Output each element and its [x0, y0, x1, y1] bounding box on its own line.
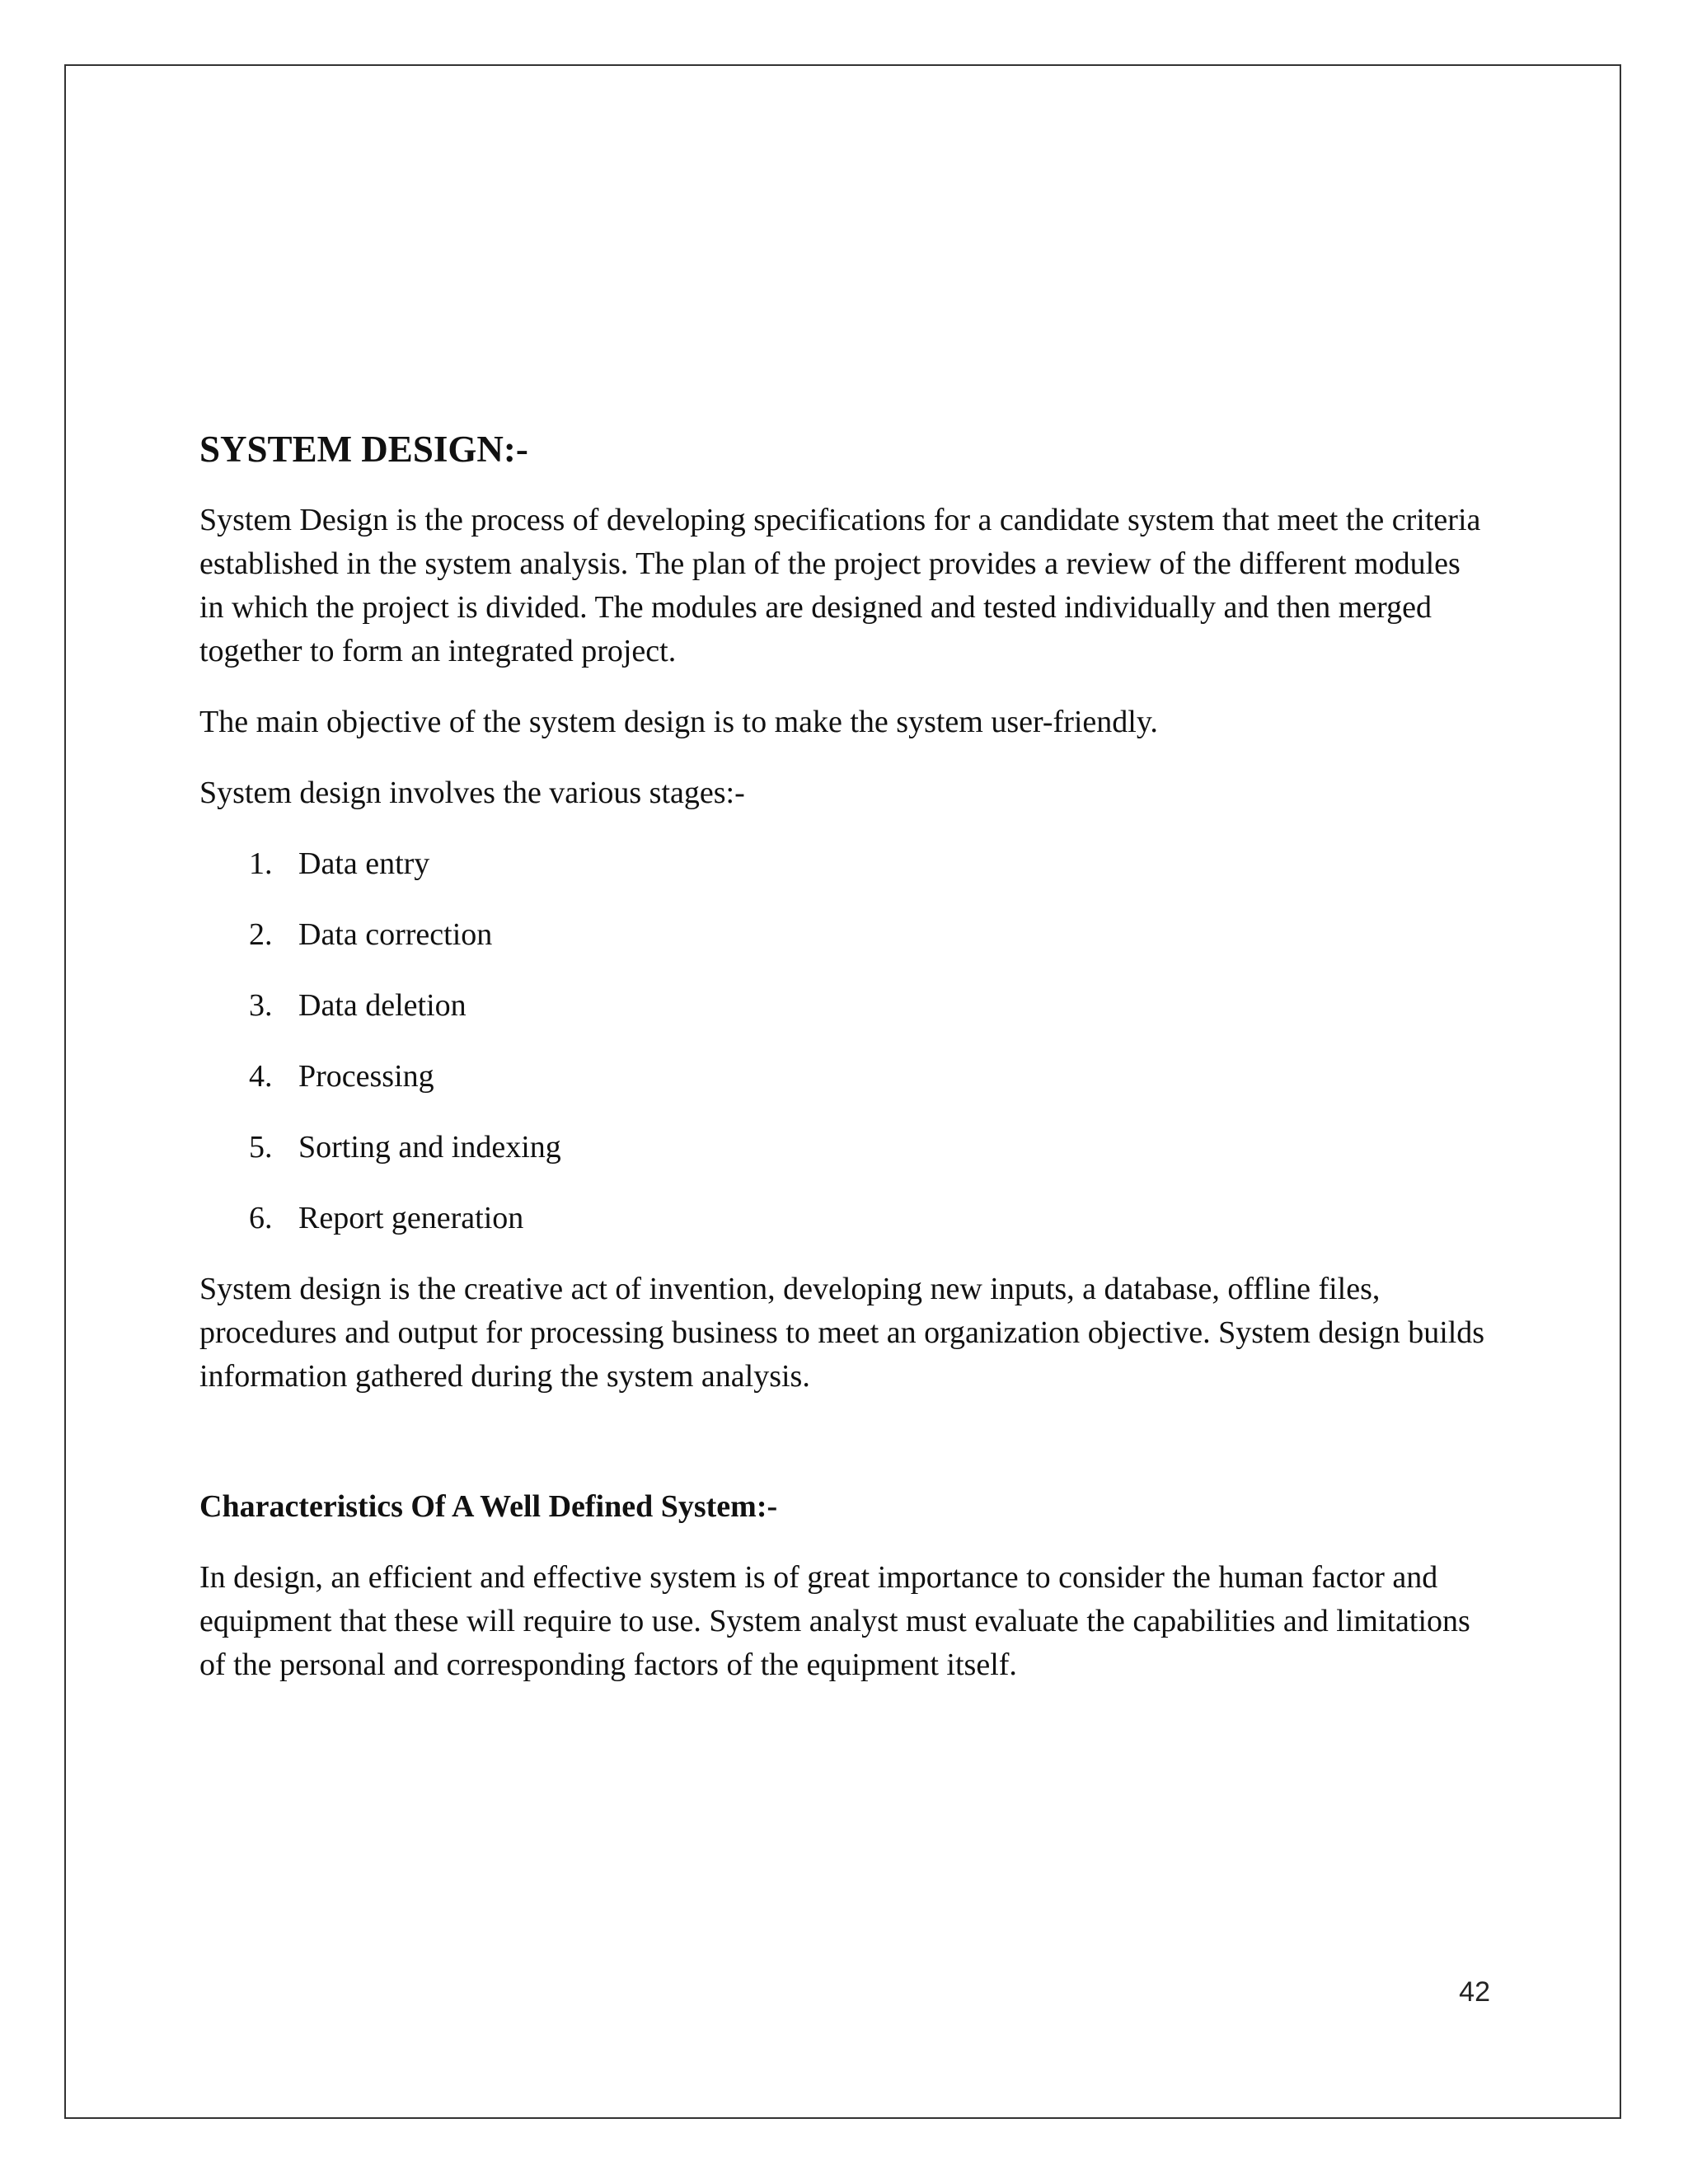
list-item-number: 5. [249, 1130, 273, 1165]
page-number: 42 [1459, 1976, 1490, 2008]
list-item [199, 1197, 1485, 1240]
list-item-number: 3. [249, 988, 273, 1023]
document-body [199, 424, 1485, 1714]
characteristics-paragraph: In design, an efficient and effective system is of great importance to consider the human factor and equipment that these will require to use. System analyst must evaluate the capabilities and limitations of the personal and corresponding factors of the equipment itself. [199, 1560, 1470, 1682]
list-item [199, 984, 1485, 1028]
list-item [199, 842, 1485, 886]
list-item-label: Data deletion [298, 988, 467, 1023]
objective-paragraph: The main objective of the system design is to make the system user-friendly. [199, 705, 1158, 739]
characteristics-title: Characteristics Of A Well Defined System:- [199, 1489, 778, 1524]
list-item [199, 913, 1485, 957]
creative-paragraph: System design is the creative act of invention, developing new inputs, a database, offline files, procedures and output for processing business to meet an organization objective. System design builds information gathered during the system analysis. [199, 1272, 1485, 1394]
list-item-number: 6. [249, 1201, 273, 1235]
list-item-label: Data entry [298, 846, 430, 881]
list-item-label: Processing [298, 1059, 434, 1094]
list-item-number: 4. [249, 1059, 273, 1094]
list-item-label: Report generation [298, 1201, 524, 1235]
section-spacer [199, 1426, 1485, 1485]
list-item-label: Sorting and indexing [298, 1130, 561, 1165]
intro-paragraph: System Design is the process of developing specifications for a candidate system that meet the criteria established in the system analysis. The plan of the project provides a review of the different modules in which the project is divided. The modules are designed and tested individually and then merged together to form an integrated project. [199, 503, 1481, 668]
list-item-number: 1. [249, 846, 273, 881]
section-title: SYSTEM DESIGN:- [199, 429, 528, 470]
list-item-label: Data correction [298, 917, 493, 952]
stages-intro: System design involves the various stages:- [199, 776, 745, 810]
list-item-number: 2. [249, 917, 273, 952]
stages-list [199, 842, 1485, 1240]
list-item [199, 1126, 1485, 1169]
list-item [199, 1055, 1485, 1099]
